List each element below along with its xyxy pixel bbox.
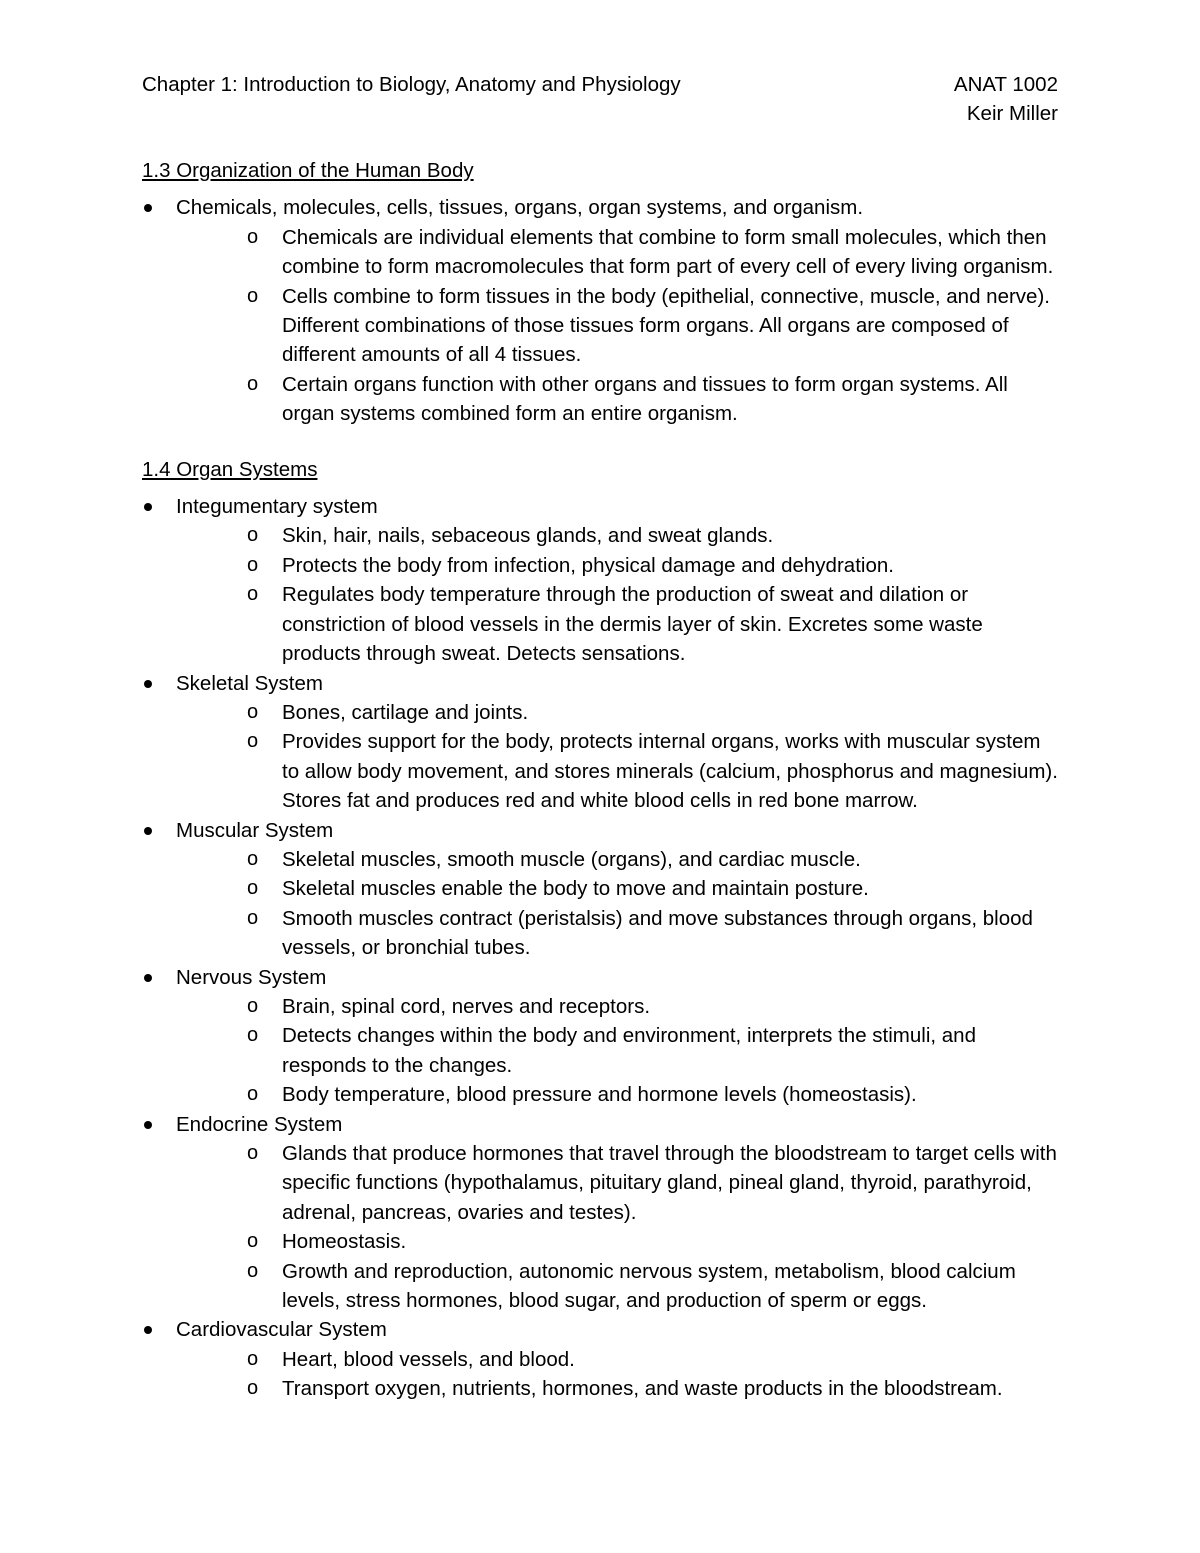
document-content bbox=[142, 70, 1062, 1404]
bullet-dot-icon bbox=[144, 204, 152, 212]
hollow-circle-bullet-icon: o bbox=[247, 284, 259, 307]
bullet-dot-icon bbox=[144, 827, 152, 835]
sections-container bbox=[142, 156, 1062, 1404]
sub-list-item-text: Cells combine to form tissues in the body (epithelial, connective, muscle, and nerve). Different combinations of those tissues form organs. All organs are composed of different amounts of all 4 tissues. bbox=[282, 284, 1050, 367]
sub-list-item bbox=[212, 551, 1062, 580]
hollow-circle-bullet-icon: o bbox=[247, 1083, 259, 1106]
bullet-dot-icon bbox=[144, 680, 152, 688]
sub-list bbox=[176, 521, 1062, 668]
hollow-circle-bullet-icon: o bbox=[247, 1230, 259, 1253]
sub-list bbox=[176, 698, 1062, 816]
hollow-circle-bullet-icon: o bbox=[247, 1377, 259, 1400]
sub-list-item bbox=[212, 727, 1062, 815]
sub-list-item bbox=[212, 282, 1062, 370]
list-item-text: Chemicals, molecules, cells, tissues, organs, organ systems, and organism. bbox=[176, 196, 864, 220]
hollow-circle-bullet-icon: o bbox=[247, 877, 259, 900]
list-item bbox=[142, 193, 1062, 428]
sub-list-item bbox=[212, 370, 1062, 429]
section-heading: 1.3 Organization of the Human Body bbox=[142, 159, 474, 182]
sub-list-item bbox=[212, 845, 1062, 874]
sub-list-item-text: Regulates body temperature through the production of sweat and dilation or constriction of blood vessels in the dermis layer of skin. Excretes some waste products through sweat. Detects sensations. bbox=[282, 583, 983, 666]
hollow-circle-bullet-icon: o bbox=[247, 553, 259, 576]
hollow-circle-bullet-icon: o bbox=[247, 225, 259, 248]
author-name: Keir Miller bbox=[966, 102, 1058, 126]
list-item bbox=[142, 669, 1062, 816]
sub-list-item bbox=[212, 698, 1062, 727]
sub-list-item bbox=[212, 1139, 1062, 1227]
sub-list-item-text: Certain organs function with other organs and tissues to form organ systems. All organ systems combined form an entire organism. bbox=[282, 372, 1008, 426]
sub-list-item bbox=[212, 904, 1062, 963]
sub-list-item-text: Glands that produce hormones that travel through the bloodstream to target cells with specific functions (hypothalamus, pituitary gland, pineal gland, thyroid, parathyroid, adrenal, pancreas, ovaries and testes). bbox=[282, 1142, 1057, 1224]
bullet-dot-icon bbox=[144, 1121, 152, 1129]
bullet-dot-icon bbox=[144, 1326, 152, 1334]
sub-list-item-text: Chemicals are individual elements that combine to form small molecules, which then combine to form macromolecules that form part of every cell of every living organism. bbox=[282, 225, 1054, 279]
sub-list-item bbox=[212, 1374, 1062, 1403]
course-code: ANAT 1002 bbox=[953, 73, 1058, 96]
hollow-circle-bullet-icon: o bbox=[247, 524, 259, 547]
sub-list-item-text: Body temperature, blood pressure and hormone levels (homeostasis). bbox=[282, 1083, 917, 1107]
sub-list bbox=[176, 845, 1062, 963]
sub-list bbox=[176, 1139, 1062, 1315]
sub-list-item bbox=[212, 1257, 1062, 1316]
list-item-text: Cardiovascular System bbox=[176, 1318, 387, 1342]
sub-list bbox=[176, 223, 1062, 429]
list-item bbox=[142, 1315, 1062, 1403]
sub-list-item-text: Growth and reproduction, autonomic nervous system, metabolism, blood calcium levels, stress hormones, blood sugar, and production of sperm or eggs. bbox=[282, 1259, 1016, 1313]
hollow-circle-bullet-icon: o bbox=[247, 847, 259, 870]
chapter-title: Chapter 1: Introduction to Biology, Anatomy and Physiology bbox=[142, 73, 681, 96]
hollow-circle-bullet-icon: o bbox=[247, 730, 259, 753]
sub-list-item-text: Protects the body from infection, physical damage and dehydration. bbox=[282, 553, 894, 577]
sub-list-item bbox=[212, 521, 1062, 550]
bullet-dot-icon bbox=[144, 503, 152, 511]
hollow-circle-bullet-icon: o bbox=[247, 1142, 259, 1164]
sub-list bbox=[176, 992, 1062, 1110]
section-heading: 1.4 Organ Systems bbox=[142, 457, 318, 481]
list-item-text: Skeletal System bbox=[176, 671, 323, 695]
sub-list-item-text: Skin, hair, nails, sebaceous glands, and sweat glands. bbox=[282, 524, 774, 548]
hollow-circle-bullet-icon: o bbox=[247, 1259, 259, 1282]
sub-list-item-text: Skeletal muscles, smooth muscle (organs), and cardiac muscle. bbox=[282, 847, 861, 871]
list-item-text: Endocrine System bbox=[176, 1112, 343, 1136]
sub-list-item-text: Bones, cartilage and joints. bbox=[282, 700, 529, 724]
page-header bbox=[142, 70, 1062, 129]
list-item-text: Muscular System bbox=[176, 818, 334, 842]
sub-list-item-text: Skeletal muscles enable the body to move and maintain posture. bbox=[282, 877, 869, 901]
sub-list-item-text: Provides support for the body, protects internal organs, works with muscular system to allow body movement, and stores minerals (calcium, phosphorus and magnesium). Stores fat and produces red and white blood cells in red bone marrow. bbox=[282, 730, 1058, 813]
sub-list bbox=[176, 1345, 1062, 1404]
hollow-circle-bullet-icon: o bbox=[247, 583, 259, 606]
bullet-list bbox=[142, 193, 1062, 428]
sub-list-item-text: Transport oxygen, nutrients, hormones, and waste products in the bloodstream. bbox=[282, 1377, 1003, 1401]
sub-list-item bbox=[212, 1080, 1062, 1109]
sub-list-item-text: Brain, spinal cord, nerves and receptors. bbox=[282, 994, 651, 1018]
list-item-text: Integumentary system bbox=[176, 495, 378, 519]
header-right bbox=[954, 70, 1058, 129]
list-item bbox=[142, 492, 1062, 668]
sub-list-item-text: Detects changes within the body and environment, interprets the stimuli, and responds to the changes. bbox=[282, 1024, 976, 1077]
sub-list-item bbox=[212, 992, 1062, 1021]
bullet-list bbox=[142, 492, 1062, 1404]
hollow-circle-bullet-icon: o bbox=[247, 1347, 259, 1370]
hollow-circle-bullet-icon: o bbox=[247, 372, 259, 395]
hollow-circle-bullet-icon: o bbox=[247, 1024, 259, 1047]
sub-list-item bbox=[212, 874, 1062, 903]
list-item bbox=[142, 816, 1062, 963]
sub-list-item bbox=[212, 580, 1062, 668]
sub-list-item bbox=[212, 1227, 1062, 1256]
sub-list-item bbox=[212, 1345, 1062, 1374]
sub-list-item bbox=[212, 1021, 1062, 1080]
hollow-circle-bullet-icon: o bbox=[247, 906, 259, 929]
sub-list-item bbox=[212, 223, 1062, 282]
sub-list-item-text: Homeostasis. bbox=[282, 1230, 407, 1254]
hollow-circle-bullet-icon: o bbox=[247, 994, 259, 1017]
bullet-dot-icon bbox=[144, 974, 152, 982]
sub-list-item-text: Heart, blood vessels, and blood. bbox=[282, 1347, 575, 1371]
list-item bbox=[142, 1110, 1062, 1316]
list-item-text: Nervous System bbox=[176, 965, 327, 989]
hollow-circle-bullet-icon: o bbox=[247, 700, 259, 723]
list-item bbox=[142, 963, 1062, 1110]
sub-list-item-text: Smooth muscles contract (peristalsis) and move substances through organs, blood vessels, or bronchial tubes. bbox=[282, 906, 1033, 960]
